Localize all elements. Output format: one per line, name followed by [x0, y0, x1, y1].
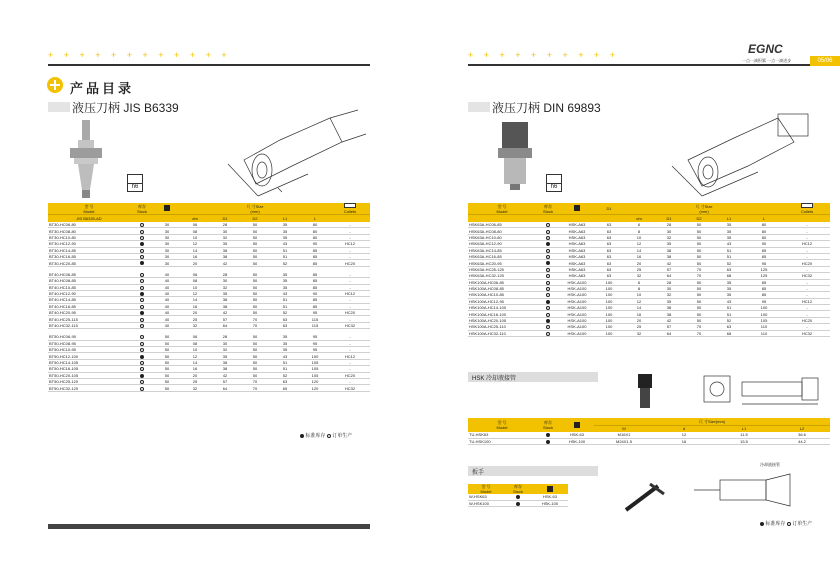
plus-circle-icon	[47, 77, 63, 93]
stock-open-icon	[140, 249, 144, 253]
stock-open-icon	[546, 306, 550, 310]
wrench-table: 型 号 Model 库存 Stock W-HSK63 HSK-63 W-HSK100 HSK-100	[468, 484, 568, 507]
stock-open-icon	[140, 305, 144, 309]
table-row: HSK63A-HC10-80 HSK-A63 63 10 32 50 35 80 -	[468, 234, 830, 240]
table-row: BT50-HC10-95 50 10 32 50 35 95 -	[48, 347, 370, 353]
table-row: HSK63A-HC20-95 HSK-A63 63 20 42 50 52 95 HC20	[468, 260, 830, 266]
table-row: HSK100A-HC14-100 HSK-A100 100 14 38 50 51 100 -	[468, 305, 830, 311]
table-row: HSK100A-HC20-105 HSK-A100 100 20 42 50 52 105 HC20	[468, 317, 830, 323]
stock-open-icon	[140, 342, 144, 346]
stock-open-icon	[140, 286, 144, 290]
table-row: W-HSK100 HSK-100	[468, 500, 568, 506]
brand-logo: EGNC	[748, 42, 783, 56]
stock-open-icon	[546, 223, 550, 227]
stock-open-icon	[546, 332, 550, 336]
stock-filled-icon	[140, 374, 144, 378]
table-row: BT30-HC08-80 30 08 30 50 35 80 -	[48, 228, 370, 234]
table-row: BT40-HC08-85 40 08 30 50 35 85 -	[48, 278, 370, 284]
taper-icon	[164, 205, 170, 211]
stock-open-icon	[546, 230, 550, 234]
coolant-side-drawing	[738, 374, 828, 410]
stock-open-icon	[140, 279, 144, 283]
table-row: BT40-HC12-90 40 12 35 50 43 90 HC12	[48, 290, 370, 296]
plus-decoration: + + + + + + + + + +	[468, 50, 620, 60]
table-row: HSK63A-HC06-85 HSK-A63 63 6 28 50 35 80 -	[468, 222, 830, 228]
table-row: BT30-HC10-80 30 10 32 50 35 80 -	[48, 234, 370, 240]
table-row: BT30-HC06-80 30 06 28 50 35 80 -	[48, 222, 370, 228]
table-row: BT50-HC16-105 50 16 38 50 51 105 -	[48, 366, 370, 372]
right-page	[420, 0, 840, 566]
stock-open-icon	[546, 268, 550, 272]
dimension-drawing	[218, 104, 368, 202]
stock-filled-icon	[140, 261, 144, 265]
collet-icon	[344, 203, 356, 208]
stock-filled-icon	[546, 440, 550, 444]
table-row: HSK100A-HC10-85 HSK-A100 100 10 32 50 35 85 -	[468, 292, 830, 298]
stock-filled-icon	[546, 300, 550, 304]
stock-open-icon	[546, 255, 550, 259]
stock-legend: 标准库存 订单生产	[760, 520, 812, 527]
table-row: HSK63A-HC32-125 HSK-A63 63 32 64 70 68 125 HC32	[468, 273, 830, 279]
stock-open-icon	[546, 325, 550, 329]
table-row: BT40-HC32-115 40 32 64 70 63 115 HC32	[48, 322, 370, 328]
col-size-header: 尺 寸Size (mm)	[624, 203, 784, 215]
coolant-table: 型 号 Model 库存 Stock 尺 寸Size(mm) M d L1 L2 TU-HSK63 HSK-63 M16X1 12 11.5 36.6 TU-HSK100 HSK-100 M24X1.5 16 15.5 44.2	[468, 418, 830, 445]
table-row: TU-HSK100 HSK-100 M24X1.5 16 15.5 44.2	[468, 438, 830, 444]
table-row: BT40-HC10-85 40 10 32 50 35 85 -	[48, 284, 370, 290]
tolerance-label: h6	[546, 183, 562, 192]
stock-open-icon	[140, 223, 144, 227]
stock-open-icon	[787, 522, 791, 526]
table-row: HSK100A-HC12-95 HSK-A100 100 12 35 50 43 95 HC12	[468, 298, 830, 304]
table-row: BT50-HC32-120 50 32 64 70 65 120 HC32	[48, 385, 370, 391]
stock-filled-icon	[546, 261, 550, 265]
coolant-drawing-label: 冷却液接管	[760, 462, 780, 467]
stock-filled-icon	[140, 311, 144, 315]
stock-open-icon	[546, 249, 550, 253]
hsk-holder-image	[492, 120, 538, 192]
stock-open-icon	[140, 387, 144, 391]
stock-open-icon	[140, 230, 144, 234]
stock-open-icon	[546, 281, 550, 285]
taper-icon	[547, 486, 553, 492]
table-row: HSK100A-HC08-85 HSK-A100 100 8 30 50 35 85 -	[468, 285, 830, 291]
stock-filled-icon	[546, 242, 550, 246]
bottom-rule	[48, 524, 370, 529]
table-row: TU-HSK63 HSK-63 M16X1 12 11.5 36.6	[468, 432, 830, 438]
col-stock-header: 库存 Stock	[536, 203, 560, 215]
spec-table-din: 型 号 Model 库存 Stock D1 尺 寸Size (mm) Collets dm D1 D2 L1 L HSK63A-HC06-85 HSK-A63 63 6 28 50 35 80 - HSK63A-HC08-80 HSK-A63 63 8 30 50 35 80 - HSK63A-HC10-80 HSK-A63 63 10 32 50 35 80 - HSK63A-HC12-90 HSK-A63 63 12 35 50 43 90 HC12 HSK63A-HC14-85 HSK-A63 63 14 38 50 51 85 - HSK63A-HC16-85 HSK-A63 63 16 38 50 51 85 - HSK63A-HC20-95 HSK-A63 63 20 42 50 52 95 HC20 HSK63A-HC25-125 HSK-A63 63 25 57 70 63 125 - HSK63A-HC32-125 HSK-A63 63 32 64 70 68 125 HC32 HSK100A-HC06-85 HSK-A100 100 6 28 50 35 85 - HSK100A-HC08-85 HSK-A100 100 8 30 50 35 85 - HSK100A-HC10-85 HSK-A100 100 10 32 50 35 85 - HSK100A-HC12-95 HSK-A100 100 12 35 50 43 95 HC12 HSK100A-HC14-100 HSK-A100 100 14 38 50 51 100 - HSK100A-HC16-100 HSK-A100 100 16 38 50 51 100 - HSK100A-HC20-105 HSK-A100 100 20 42 50 52 105 HC20 HSK100A-HC25-110 HSK-A100 100 25 57 70 63 110 - HSK100A-HC32-110 HSK-A100 100 32 64 70 68 110 HC32	[468, 203, 830, 337]
table-row: BT40-HC20-95 40 20 42 50 52 95 HC20	[48, 310, 370, 316]
table-row: BT40-HC14-85 40 14 38 50 51 85 -	[48, 297, 370, 303]
stock-open-icon	[546, 313, 550, 317]
coolant-title: HSK 冷却液接管	[472, 376, 517, 382]
stock-open-icon	[140, 318, 144, 322]
table-row: BT30-HC20-85 30 20 42 50 52 85 HC20	[48, 260, 370, 266]
top-rule	[48, 64, 370, 66]
spec-table-jis: 型 号 Model 库存 Stock 尺 寸Size (mm) Collets JIS B6339-AD dm D1 D2 L1 L BT30-HC06-80 30 06 28 50 35 80 - BT30-HC08-80 30 08 30 50 35 80 - BT30-HC10-80 30 10 32 50 35 80 - BT30-HC12-90 30 12 35 50 43 90 HC12 BT30-HC14-85 30 14 38 50 51 85 - BT30-HC16-85 30 16 38 50 51 85 - BT30-HC20-85 30 20 42 50 52 85 HC20 BT40-HC06-85 40 06 28 50 35 85 - BT40-HC08-85 40 08 30 50 35 85 - BT40-HC10-85 40 10 32 50 35 85 - BT40-HC12-90 40 12 35 50 43 90 HC12 BT40-HC14-85 40 14 38 50 51 85 - BT40-HC16-85 40 16 38 50 51 85 - BT40-HC20-95 40 20 42 50 52 95 HC20 BT40-HC25-115 40 25 57 70 63 115 - BT40-HC32-115 40 32 64 70 63 115 HC32 BT50-HC06-95 50 06 28 50 35 95 - BT50-HC08-95 50 08 30 50 35 95 - BT50-HC10-95 50 10 32 50 35 95 - BT50-HC12-100 50 12 35 50 43 100 HC12 BT50-HC14-105 50 14 38 50 51 105 - BT50-HC16-105 50 16 38 50 51 105 - BT50-HC20-105 50 20 42 50 52 105 HC20 BT50-HC25-120 50 25 57 70 63 120 - BT50-HC32-120 50 32 64 70 65 120 HC32	[48, 203, 370, 392]
stock-open-icon	[140, 361, 144, 365]
stock-filled-icon	[140, 355, 144, 359]
table-row: BT50-HC12-100 50 12 35 50 43 100 HC12	[48, 353, 370, 359]
table-row: BT40-HC06-85 40 06 28 50 35 85 -	[48, 271, 370, 277]
col-stock-header: 库存 Stock	[130, 203, 154, 215]
table-row: BT50-HC25-120 50 25 57 70 63 120 -	[48, 378, 370, 384]
table-row: W-HSK63 HSK-63	[468, 494, 568, 500]
table-row: BT40-HC25-115 40 25 57 70 63 115 -	[48, 316, 370, 322]
section-title-jis: 液压刀柄 JIS B6339	[72, 101, 179, 115]
stock-open-icon	[140, 335, 144, 339]
table-row: BT50-HC14-105 50 14 38 50 51 105 -	[48, 359, 370, 365]
col-model-header: 型 号 Model	[468, 203, 536, 215]
section-title-din: 液压刀柄 DIN 69893	[492, 101, 601, 115]
col-taper-header	[560, 203, 594, 215]
table-row: HSK63A-HC12-90 HSK-A63 63 12 35 50 43 90 HC12	[468, 241, 830, 247]
table-row: BT50-HC08-95 50 08 30 50 35 95 -	[48, 340, 370, 346]
stock-filled-icon	[516, 502, 520, 506]
page-number: 05/06	[810, 56, 840, 66]
stock-filled-icon	[546, 319, 550, 323]
table-row: HSK63A-HC14-85 HSK-A63 63 14 38 50 51 85 -	[468, 247, 830, 253]
coolant-pipe-image	[630, 370, 660, 412]
table-row: BT50-HC06-95 50 06 28 50 35 95 -	[48, 334, 370, 340]
wrench-title: 扳手	[472, 470, 485, 476]
section-marker	[48, 102, 70, 112]
taper-icon	[574, 205, 580, 211]
stock-open-icon	[327, 434, 331, 438]
collet-icon	[801, 203, 813, 208]
wrench-image	[620, 480, 670, 516]
wrench-title-bar	[468, 466, 598, 476]
table-row: HSK63A-HC16-85 HSK-A63 63 16 38 50 51 85 -	[468, 253, 830, 259]
stock-open-icon	[140, 236, 144, 240]
stock-open-icon	[546, 274, 550, 278]
col-collets-header: Collets	[784, 203, 830, 215]
stock-open-icon	[140, 298, 144, 302]
stock-filled-icon	[546, 433, 550, 437]
col-collets-header: Collets	[330, 203, 370, 215]
table-row: HSK100A-HC32-110 HSK-A100 100 32 64 70 68 110 HC32	[468, 330, 830, 336]
table-row: BT30-HC16-85 30 16 38 50 51 85 -	[48, 253, 370, 259]
stock-open-icon	[140, 324, 144, 328]
stock-open-icon	[546, 293, 550, 297]
table-row: BT40-HC16-85 40 16 38 50 51 85 -	[48, 303, 370, 309]
col-size-header: 尺 寸Size (mm)	[180, 203, 330, 215]
top-rule	[468, 64, 830, 66]
table-row: HSK63A-HC25-125 HSK-A63 63 25 57 70 63 125 -	[468, 266, 830, 272]
stock-open-icon	[140, 380, 144, 384]
dimension-drawing	[658, 106, 828, 202]
table-row: HSK100A-HC25-110 HSK-A100 100 25 57 70 63 110 -	[468, 324, 830, 330]
stock-open-icon	[140, 367, 144, 371]
stock-filled-icon	[140, 242, 144, 246]
stock-filled-icon	[760, 522, 764, 526]
brand-slogan: 一点一滴积累 一点一滴进步	[742, 58, 792, 63]
coolant-section-drawing	[702, 374, 732, 404]
stock-open-icon	[546, 287, 550, 291]
col-taper-header	[154, 203, 180, 215]
section-marker	[468, 102, 490, 112]
stock-open-icon	[140, 348, 144, 352]
stock-open-icon	[140, 273, 144, 277]
wrench-usage-drawing	[690, 466, 800, 516]
tool-holder-image	[60, 118, 110, 200]
catalog-title: 产品目录	[70, 81, 135, 96]
stock-filled-icon	[300, 434, 304, 438]
stock-open-icon	[140, 255, 144, 259]
plus-decoration: + + + + + + + + + + + +	[48, 50, 231, 60]
taper-icon	[574, 422, 580, 428]
stock-filled-icon	[140, 292, 144, 296]
col-model-header: 型 号 Model	[48, 203, 130, 215]
table-row: BT30-HC12-90 30 12 35 50 43 90 HC12	[48, 241, 370, 247]
table-row: HSK63A-HC08-80 HSK-A63 63 8 30 50 35 80 -	[468, 228, 830, 234]
table-row: BT30-HC14-85 30 14 38 50 51 85 -	[48, 247, 370, 253]
table-row: HSK100A-HC06-85 HSK-A100 100 6 28 50 35 85 -	[468, 279, 830, 285]
stock-open-icon	[546, 236, 550, 240]
table-row: BT50-HC20-105 50 20 42 50 52 105 HC20	[48, 372, 370, 378]
table-row: HSK100A-HC16-100 HSK-A100 100 16 38 50 51 100 -	[468, 311, 830, 317]
first-row-model: JIS B6339-AD	[48, 215, 130, 222]
tolerance-label: h6	[127, 183, 143, 192]
stock-legend: 标准库存 订单生产	[300, 432, 352, 439]
stock-filled-icon	[516, 495, 520, 499]
